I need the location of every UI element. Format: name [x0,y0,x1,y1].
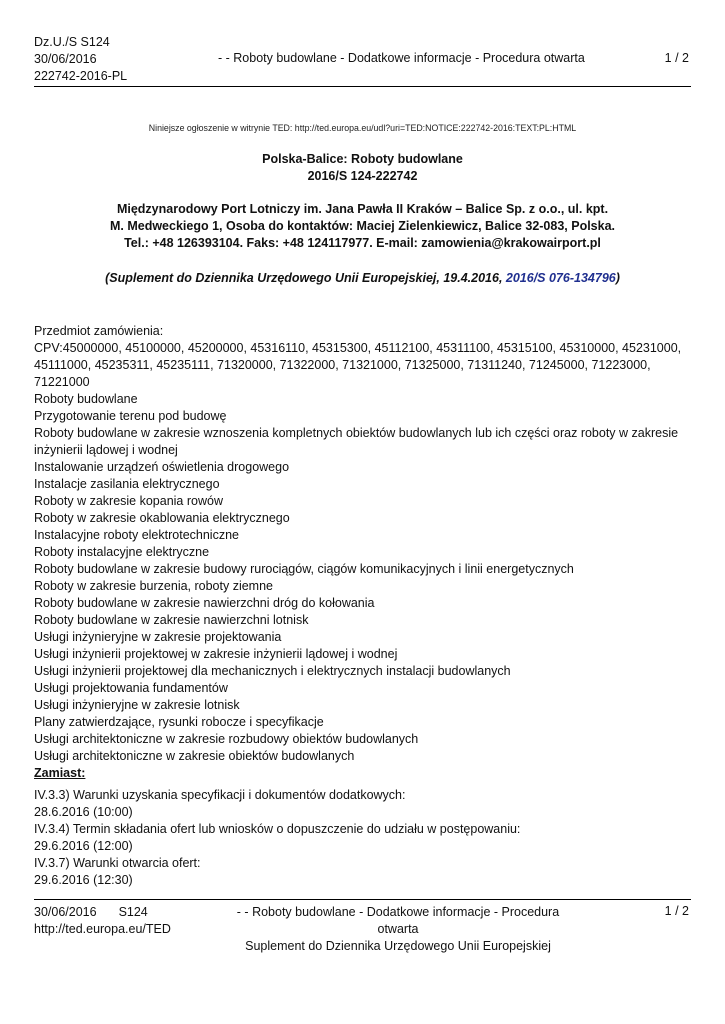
journal-number: Dz.U./S S124 [34,35,110,49]
section-line: IV.3.3) Warunki uzyskania specyfikacji i dokumentów dodatkowych: [34,788,406,802]
cpv-item: Instalacyjne roboty elektrotechniczne [34,528,239,542]
cpv-item: Instalacje zasilania elektrycznego [34,477,220,491]
notice-title [40,151,685,185]
cpv-item: Usługi inżynierii projektowej w zakresie inżynierii lądowej i wodnej [34,647,398,661]
cpv-item: Usługi projektowania fundamentów [34,681,228,695]
notice-body [34,323,694,889]
cpv-item: Roboty budowlane [34,392,138,406]
subject-label: Przedmiot zamówienia: [34,324,164,338]
cpv-item: Usługi inżynierii projektowej dla mechanicznych i elektrycznych instalacji budowlanych [34,664,511,678]
cpv-codes: 71221000 [34,375,90,389]
cpv-item: Usługi architektoniczne w zakresie obiektów budowlanych [34,749,355,763]
contracting-authority [40,201,685,252]
section-value: 29.6.2016 (12:00) [34,839,133,853]
footer-title [218,904,578,955]
footer-url[interactable]: http://ted.europa.eu/TED [34,922,171,936]
title-reference: 2016/S 124-222742 [307,169,418,183]
authority-line: Międzynarodowy Port Lotniczy im. Jana Pawła II Kraków – Balice Sp. z o.o., ul. kpt. [116,202,609,216]
cpv-codes: CPV:45000000, 45100000, 45200000, 45316110, 45315300, 45112100, 45311100, 45315100, 45310000, 45231000, [34,341,682,355]
cpv-item: Roboty w zakresie kopania rowów [34,494,223,508]
cpv-item: Roboty budowlane w zakresie nawierzchni dróg do kołowania [34,596,375,610]
cpv-item: inżynierii lądowej i wodnej [34,443,178,457]
cpv-item: Usługi architektoniczne w zakresie rozbudowy obiektów budowlanych [34,732,419,746]
footer-divider [34,899,691,900]
notice-id: 222742-2016-PL [34,69,128,83]
ted-notice-link[interactable]: Niniejsze ogłoszenie w witrynie TED: http://ted.europa.eu/udl?uri=TED:NOTICE:222742-2016:TEXT:PL:HTML [148,123,577,133]
cpv-item: Usługi inżynieryjne w zakresie projektowania [34,630,282,644]
cpv-item: Roboty budowlane w zakresie wznoszenia kompletnych obiektów budowlanych lub ich części oraz roboty w zakresie [34,426,679,440]
cpv-item: Instalowanie urządzeń oświetlenia drogowego [34,460,290,474]
section-line: IV.3.4) Termin składania ofert lub wniosków o dopuszczenie do udziału w postępowaniu: [34,822,521,836]
cpv-item: Roboty w zakresie okablowania elektrycznego [34,511,290,525]
authority-line: M. Medweckiego 1, Osoba do kontaktów: Maciej Zielenkiewicz, Balice 32-083, Polska. [109,219,616,233]
footer-meta [34,904,171,938]
title-line: Polska-Balice: Roboty budowlane [262,152,463,166]
page-number: 1 / 2 [664,51,689,65]
footer-title-line: - - Roboty budowlane - Dodatkowe informacje - Procedura otwarta [236,905,560,936]
instead-heading: Zamiast: [34,766,86,780]
section-value: 29.6.2016 (12:30) [34,873,133,887]
authority-contact: Tel.: +48 126393104. Faks: +48 124117977. E-mail: zamowienia@krakowairport.pl [124,236,601,250]
footer-supplement: Suplement do Dziennika Urzędowego Unii Europejskiej [245,939,551,953]
cpv-codes: 45111000, 45235311, 45235111, 71320000, 71322000, 71321000, 71325000, 71311240, 71245000, 71223000, [34,358,651,372]
publication-date: 30/06/2016 [34,52,97,66]
page-header [0,0,725,88]
footer-series: S124 [118,905,148,919]
footer-page-number: 1 / 2 [664,904,689,918]
cpv-item: Plany zatwierdzające, rysunki robocze i specyfikacje [34,715,324,729]
cpv-item: Roboty budowlane w zakresie nawierzchni lotnisk [34,613,309,627]
cpv-item: Przygotowanie terenu pod budowę [34,409,227,423]
supplement-ref-link[interactable]: 2016/S 076-134796 [505,271,616,285]
cpv-item: Usługi inżynieryjne w zakresie lotnisk [34,698,240,712]
supplement-prefix: (Suplement do Dziennika Urzędowego Unii Europejskiej, 19.4.2016, [105,271,506,285]
header-meta [34,34,127,85]
section-line: IV.3.7) Warunki otwarcia ofert: [34,856,201,870]
section-value: 28.6.2016 (10:00) [34,805,133,819]
supplement-reference [40,271,685,285]
cpv-item: Roboty instalacyjne elektryczne [34,545,210,559]
header-divider [34,86,691,87]
cpv-item: Roboty budowlane w zakresie budowy rurociągów, ciągów komunikacyjnych i linii energetycznych [34,562,574,576]
supplement-suffix: ) [615,271,620,285]
cpv-item: Roboty w zakresie burzenia, roboty ziemne [34,579,274,593]
footer-date: 30/06/2016 [34,905,97,919]
header-title: - - Roboty budowlane - Dodatkowe informacje - Procedura otwarta [218,51,585,65]
